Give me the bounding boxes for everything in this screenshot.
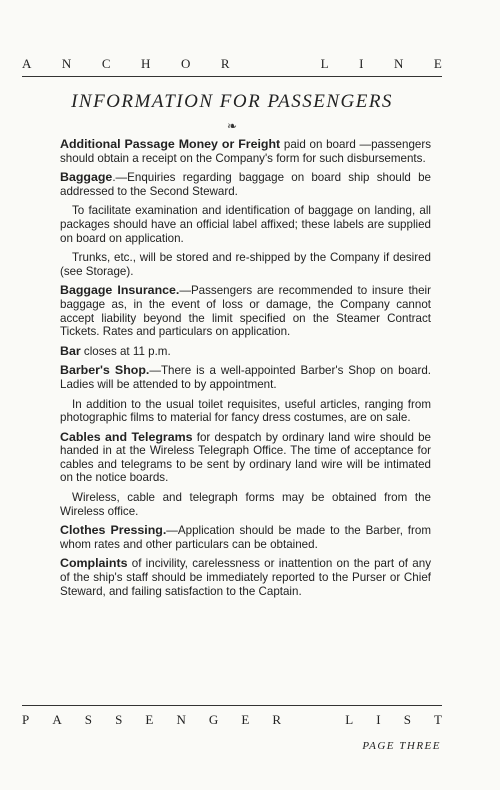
header-letter: I [359,56,364,71]
paragraph-heading: Additional Passage Money or Freight [60,137,281,151]
header-letter: N [393,56,404,71]
footer-letter: I [376,712,381,727]
paragraph-body: Trunks, etc., will be stored and re-shipped by the Company if desired (see Storage). [60,251,431,278]
footer-letter: S [403,712,411,727]
header-letter: H [141,56,151,71]
page-title: INFORMATION FOR PASSENGERS [71,91,393,112]
paragraph [60,251,431,278]
paragraph [60,557,431,598]
footer-letter: R [272,712,282,727]
footer-letter: P [22,712,30,727]
paragraph-heading: Barber's Shop. [60,363,150,378]
ornament-icon: ❧ [226,119,238,133]
running-header [22,56,442,72]
footer-rule [22,705,442,706]
paragraph [60,138,431,165]
header-letter: C [101,56,111,71]
paragraph-body: of incivility, carelessness or inattention on the part of any of the ship's staff should be immediately reported to the Purser or Chief Steward, and failing satisfaction to the Captain. [60,557,431,598]
footer-letter: A [52,712,62,727]
footer-letter: E [145,712,154,727]
footer-letter: T [434,712,442,727]
paragraph-heading: Baggage [60,170,113,185]
paragraph [60,345,431,359]
paragraph [60,491,431,518]
footer-letter: E [241,712,250,727]
paragraph-body: for despatch by ordinary land wire should be handed in at the Wireless Telegraph Office. The time of acceptance for cables and telegrams to be sent by ordinary land wire will be intimated on the notice boards. [60,430,431,485]
header-rule [22,76,442,77]
paragraph-heading: Baggage Insurance. [60,283,180,298]
header-letter: O [180,56,191,71]
paragraph [60,364,431,391]
header-letter: A [22,56,32,71]
header-letter: L [320,56,329,71]
footer-letter: N [176,712,186,727]
paragraph-body: closes at 11 p.m. [80,344,171,358]
paragraph-body: In addition to the usual toilet requisites, useful articles, ranging from photographic films to material for fancy dress costumes, are on sale. [60,397,431,425]
paragraph-body: To facilitate examination and identification of baggage on landing, all packages should have an official label affixed; these labels are supplied on board on application. [60,204,431,245]
footer-letter: S [115,712,123,727]
header-letter: E [433,56,442,71]
running-footer [22,712,442,728]
paragraph-body: —Passengers are recommended to insure their baggage as, in the event of loss or damage, the Company cannot accept liability beyond the limit specified on the Steamer Contract Tickets. Rates and particulars on application. [60,284,431,339]
footer-letter: G [208,712,219,727]
footer-letter: L [345,712,354,727]
paragraph [60,524,431,551]
paragraph [60,204,431,245]
paragraph [60,171,431,198]
paragraph [60,398,431,425]
paragraph-body: Wireless, cable and telegraph forms may be obtained from the Wireless office. [60,491,431,518]
paragraph-heading: Complaints [60,556,128,571]
paragraph [60,284,431,338]
paragraph [60,431,431,485]
page-number: PAGE THREE [362,740,441,752]
paragraph-heading: Cables and Telegrams [60,429,193,444]
header-letter: R [220,56,230,71]
body-text [60,138,431,604]
paragraph-heading: Clothes Pressing. [60,523,167,538]
paragraph-body: paid on board —passengers should obtain a receipt on the Company's form for such disbursements. [60,138,432,165]
header-letter: N [61,56,72,71]
paragraph-body: .—Enquiries regarding baggage on board ship should be addressed to the Second Steward. [60,171,431,198]
footer-letter: S [84,712,93,727]
paragraph-body: —Application should be made to the Barber, from whom rates and other particulars can be obtained. [60,524,431,551]
paragraph-heading: Bar [60,343,81,358]
paragraph-body: —There is a well-appointed Barber's Shop on board. Ladies will be attended to by appointment. [60,364,432,391]
